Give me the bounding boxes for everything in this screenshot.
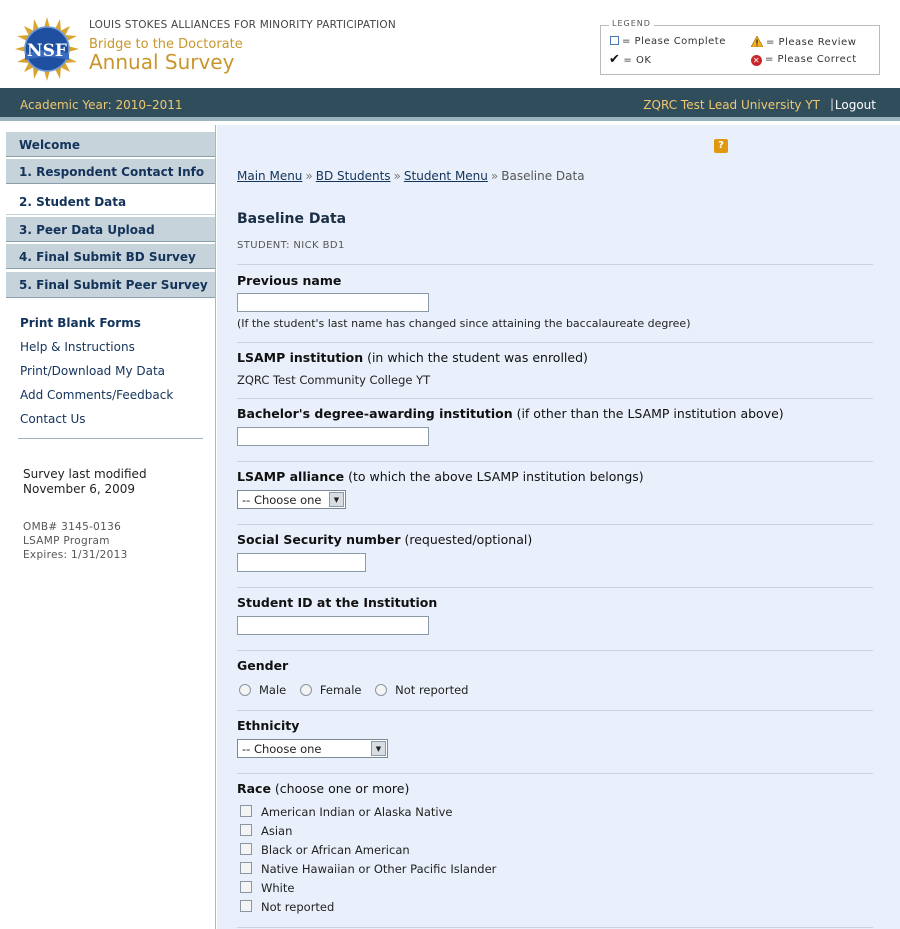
chevron-down-icon: ▼ [329, 492, 344, 507]
print-blank-forms-link[interactable]: Print Blank Forms [20, 316, 141, 330]
student-id-input[interactable] [237, 616, 429, 635]
student-id-label: Student ID at the Institution [237, 595, 438, 610]
nav-student-data[interactable]: 2. Student Data [6, 187, 215, 215]
race-option[interactable]: American Indian or Alaska Native [240, 805, 452, 819]
contact-us-link[interactable]: Contact Us [20, 412, 86, 426]
nav-final-submit-peer[interactable]: 5. Final Submit Peer Survey [6, 271, 215, 298]
error-icon: ✕ [752, 56, 761, 65]
divider [237, 264, 873, 265]
previous-name-input[interactable] [237, 293, 429, 312]
race-option[interactable]: Not reported [240, 900, 334, 914]
bachelor-institution-label: Bachelor's degree-awarding institution (if other than the LSAMP institution above) [237, 406, 784, 421]
survey-title: Annual Survey [89, 50, 235, 74]
main-content [217, 125, 900, 929]
divider [237, 342, 873, 343]
race-checkbox[interactable] [240, 843, 252, 855]
help-instructions-link[interactable]: Help & Instructions [20, 340, 135, 354]
ethnicity-select[interactable]: -- Choose one ▼ [237, 739, 388, 758]
gender-not-reported-radio[interactable] [375, 684, 387, 696]
gender-female-label: Female [319, 683, 362, 697]
race-option[interactable]: White [240, 881, 294, 895]
topbar-separator: | [829, 97, 834, 111]
race-checkbox[interactable] [240, 824, 252, 836]
breadcrumb-student-menu[interactable]: Student Menu [403, 169, 488, 183]
page-title: Baseline Data [237, 211, 347, 227]
divider [237, 524, 873, 525]
previous-name-note: (If the student's last name has changed since attaining the baccalaureate degree) [237, 317, 691, 330]
divider [237, 773, 873, 774]
nav-peer-data-upload[interactable]: 3. Peer Data Upload [6, 216, 215, 242]
header [0, 0, 900, 88]
divider [237, 710, 873, 711]
lsamp-institution-label: LSAMP institution (in which the student was enrolled) [237, 350, 588, 365]
lsamp-alliance-label: LSAMP alliance (to which the above LSAMP institution belongs) [237, 469, 644, 484]
chevron-down-icon: ▼ [371, 741, 386, 756]
nav-respondent-contact[interactable]: 1. Respondent Contact Info [6, 158, 215, 184]
sidebar [0, 125, 216, 929]
add-comments-link[interactable]: Add Comments/Feedback [20, 388, 174, 402]
race-checkbox[interactable] [240, 881, 252, 893]
top-bar [0, 88, 900, 121]
survey-modified: Survey last modified November 6, 2009 [23, 467, 147, 496]
print-download-link[interactable]: Print/Download My Data [20, 364, 166, 378]
legend-correct: ✕ = Please Correct [752, 54, 857, 65]
race-checkbox[interactable] [240, 862, 252, 874]
bachelor-institution-input[interactable] [237, 427, 429, 446]
divider [237, 461, 873, 462]
help-icon[interactable]: ? [714, 139, 728, 153]
ssn-label: Social Security number (requested/optional) [237, 532, 533, 547]
gender-label: Gender [237, 658, 289, 673]
gender-female-radio[interactable] [300, 684, 312, 696]
academic-year: Academic Year: 2010–2011 [20, 98, 183, 112]
org-name: LOUIS STOKES ALLIANCES FOR MINORITY PARTICIPATION [89, 19, 396, 31]
ethnicity-label: Ethnicity [237, 718, 300, 733]
program-name: Bridge to the Doctorate [89, 37, 243, 52]
lsamp-institution-value: ZQRC Test Community College YT [237, 373, 431, 387]
breadcrumb-current: Baseline Data [501, 169, 585, 183]
university-name: ZQRC Test Lead University YT [643, 98, 820, 112]
gender-options [239, 683, 478, 697]
breadcrumb-bd-students[interactable]: BD Students [315, 169, 391, 183]
divider [237, 650, 873, 651]
student-name: STUDENT: NICK BD1 [237, 240, 345, 251]
race-option[interactable]: Native Hawaiian or Other Pacific Islander [240, 862, 496, 876]
ssn-input[interactable] [237, 553, 366, 572]
nav-final-submit-bd[interactable]: 4. Final Submit BD Survey [6, 243, 215, 269]
breadcrumb-main-menu[interactable]: Main Menu [237, 169, 303, 183]
warning-icon [751, 36, 763, 47]
square-icon [610, 36, 619, 45]
race-checkbox[interactable] [240, 900, 252, 912]
divider [237, 398, 873, 399]
divider [237, 587, 873, 588]
gender-male-radio[interactable] [239, 684, 251, 696]
lsamp-alliance-select[interactable]: -- Choose one ▼ [237, 490, 346, 509]
nsf-logo-icon [14, 16, 80, 82]
svg-text:NSF: NSF [27, 41, 67, 61]
divider [237, 927, 873, 928]
checkmark-icon: ✔ [609, 52, 621, 67]
logout-link[interactable]: Logout [834, 98, 876, 112]
legend-review: = Please Review [751, 36, 856, 48]
gender-male-label: Male [259, 683, 287, 697]
legend [600, 19, 880, 75]
legend-complete: = Please Complete [610, 36, 726, 47]
race-option[interactable]: Asian [240, 824, 292, 838]
breadcrumb: Main Menu » BD Students » Student Menu » Baseline Data [237, 169, 585, 183]
nav-welcome[interactable]: Welcome [6, 131, 215, 157]
race-checkbox[interactable] [240, 805, 252, 817]
race-option[interactable]: Black or African American [240, 843, 410, 857]
legend-ok: ✔ = OK [609, 52, 652, 67]
legend-title: LEGEND [609, 19, 654, 28]
race-label: Race (choose one or more) [237, 781, 410, 796]
gender-not-reported-label: Not reported [395, 683, 469, 697]
sidebar-divider [18, 438, 203, 439]
previous-name-label: Previous name [237, 273, 342, 288]
omb-info: OMB# 3145-0136 LSAMP Program Expires: 1/31/2013 [23, 521, 128, 561]
